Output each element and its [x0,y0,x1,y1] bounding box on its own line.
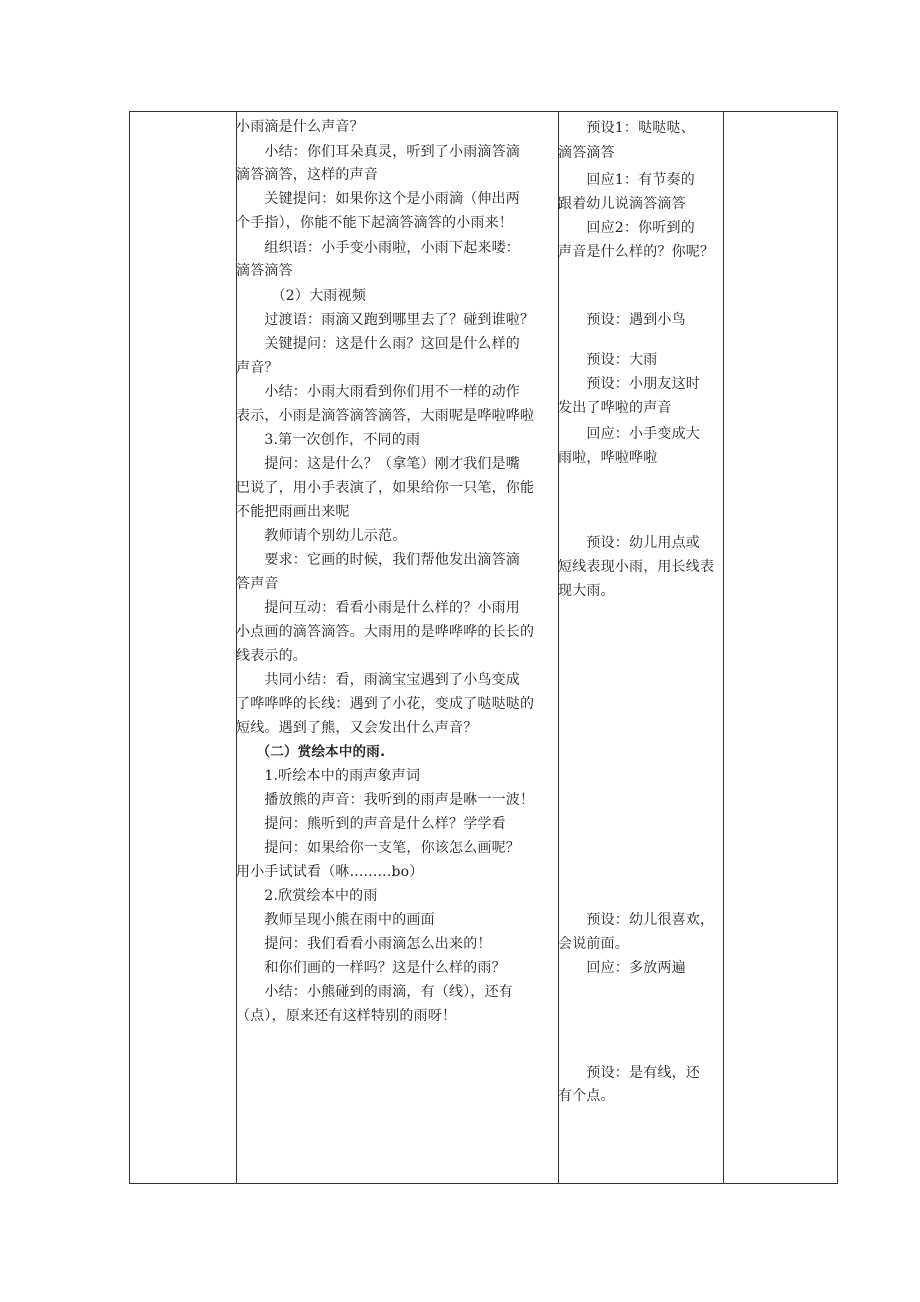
process-line: 用小手试试看（咻.........bo） [236,864,424,880]
column-divider-2 [558,112,559,1183]
process-line: 播放熊的声音：我听到的雨声是咻一一波！ [236,792,535,808]
process-line: 小结：小熊碰到的雨滴，有（线），还有 [236,984,513,1000]
column-divider-3 [723,112,724,1183]
response-line: 预设：是有线，还 [558,1065,700,1081]
process-line: 共同小结：看，雨滴宝宝遇到了小鸟变成 [236,672,520,688]
process-line: 小结：你们耳朵真灵，听到了小雨滴答滴 [236,144,520,160]
process-line: 表示，小雨是滴答滴答滴答，大雨呢是哗啦哗啦 [236,408,535,424]
process-line: 不能把雨画出来呢 [236,504,350,520]
response-line: 滴答滴答 [558,145,615,161]
response-line: 有个点。 [558,1088,615,1104]
process-line: 关键提问：如果你这个是小雨滴（伸出两 [236,191,520,207]
process-line: 过渡语：雨滴又跑到哪里去了？碰到谁啦？ [236,312,535,328]
process-line: 线表示的。 [236,648,307,664]
process-line: 教师呈现小熊在雨中的画面 [236,912,435,928]
process-line: 提问：如果给你一支笔，你该怎么画呢？ [236,840,520,856]
process-line: 小点画的滴答滴答。大雨用的是哗哗哗的长长的 [236,624,535,640]
process-line: 提问：熊听到的声音是什么样？学学看 [236,816,506,832]
response-line: 雨啦，哗啦哗啦 [558,450,658,466]
process-line: 了哗哗哗的长线：遇到了小花，变成了哒哒哒的 [236,696,535,712]
response-line: 预设1：哒哒哒、 [558,120,695,136]
response-line: 回应：小手变成大 [558,426,700,442]
process-line: 短线。遇到了熊，又会发出什么声音？ [236,720,478,736]
response-line: 回应1：有节奏的 [558,172,695,188]
process-line: 声音？ [236,360,279,376]
section-heading: （二）赏绘本中的雨. [236,744,386,760]
process-line: 2.欣赏绘本中的雨 [236,888,378,904]
process-line: 组织语：小手变小雨啦，小雨下起来喽： [236,240,520,256]
process-line: 提问：这是什么？（拿笔）刚才我们是嘴 [236,456,520,472]
response-line: 预设：幼儿用点或 [558,535,700,551]
process-line: 提问：我们看看小雨滴怎么出来的！ [236,936,492,952]
process-line: 答声音 [236,576,279,592]
response-line: 回应2：你听到的 [558,220,695,236]
process-line: 1.听绘本中的雨声象声词 [236,768,421,784]
process-line: 提问互动：看看小雨是什么样的？小雨用 [236,600,520,616]
process-line: 个手指），你能不能下起滴答滴答的小雨来！ [236,215,513,231]
response-line: 发出了哗啦的声音 [558,400,672,416]
response-line: 回应：多放两遍 [558,960,686,976]
process-line: 小结：小雨大雨看到你们用不一样的动作 [236,384,520,400]
response-line: 声音是什么样的？你呢？ [558,244,715,260]
response-line: 预设：小朋友这时 [558,376,700,392]
process-line: 巴说了，用小手表演了，如果给你一只笔，你能 [236,480,535,496]
process-line: 和你们画的一样吗？这是什么样的雨？ [236,960,506,976]
response-line: 短线表现小雨，用长线表 [558,559,715,575]
process-line: 3.第一次创作，不同的雨 [236,432,421,448]
response-line: 现大雨。 [558,583,615,599]
process-line: 滴答滴答，这样的声音 [236,167,378,183]
process-line: （2）大雨视频 [236,288,366,304]
process-line: （点），原来还有这样特别的雨呀！ [236,1008,457,1024]
lesson-plan-table [129,111,838,1184]
process-line: 教师请个别幼儿示范。 [236,528,407,544]
process-line: 要求：它画的时候，我们帮他发出滴答滴 [236,552,520,568]
response-line: 预设：遇到小鸟 [558,312,686,328]
response-line: 预设：大雨 [558,352,658,368]
response-line: 会说前面。 [558,936,629,952]
response-line: 预设：幼儿很喜欢， [558,912,715,928]
process-line: 关键提问：这是什么雨？这回是什么样的 [236,336,520,352]
process-line: 小雨滴是什么声音？ [236,119,364,135]
process-line: 滴答滴答 [236,263,293,279]
response-line: 跟着幼儿说滴答滴答 [558,196,686,212]
